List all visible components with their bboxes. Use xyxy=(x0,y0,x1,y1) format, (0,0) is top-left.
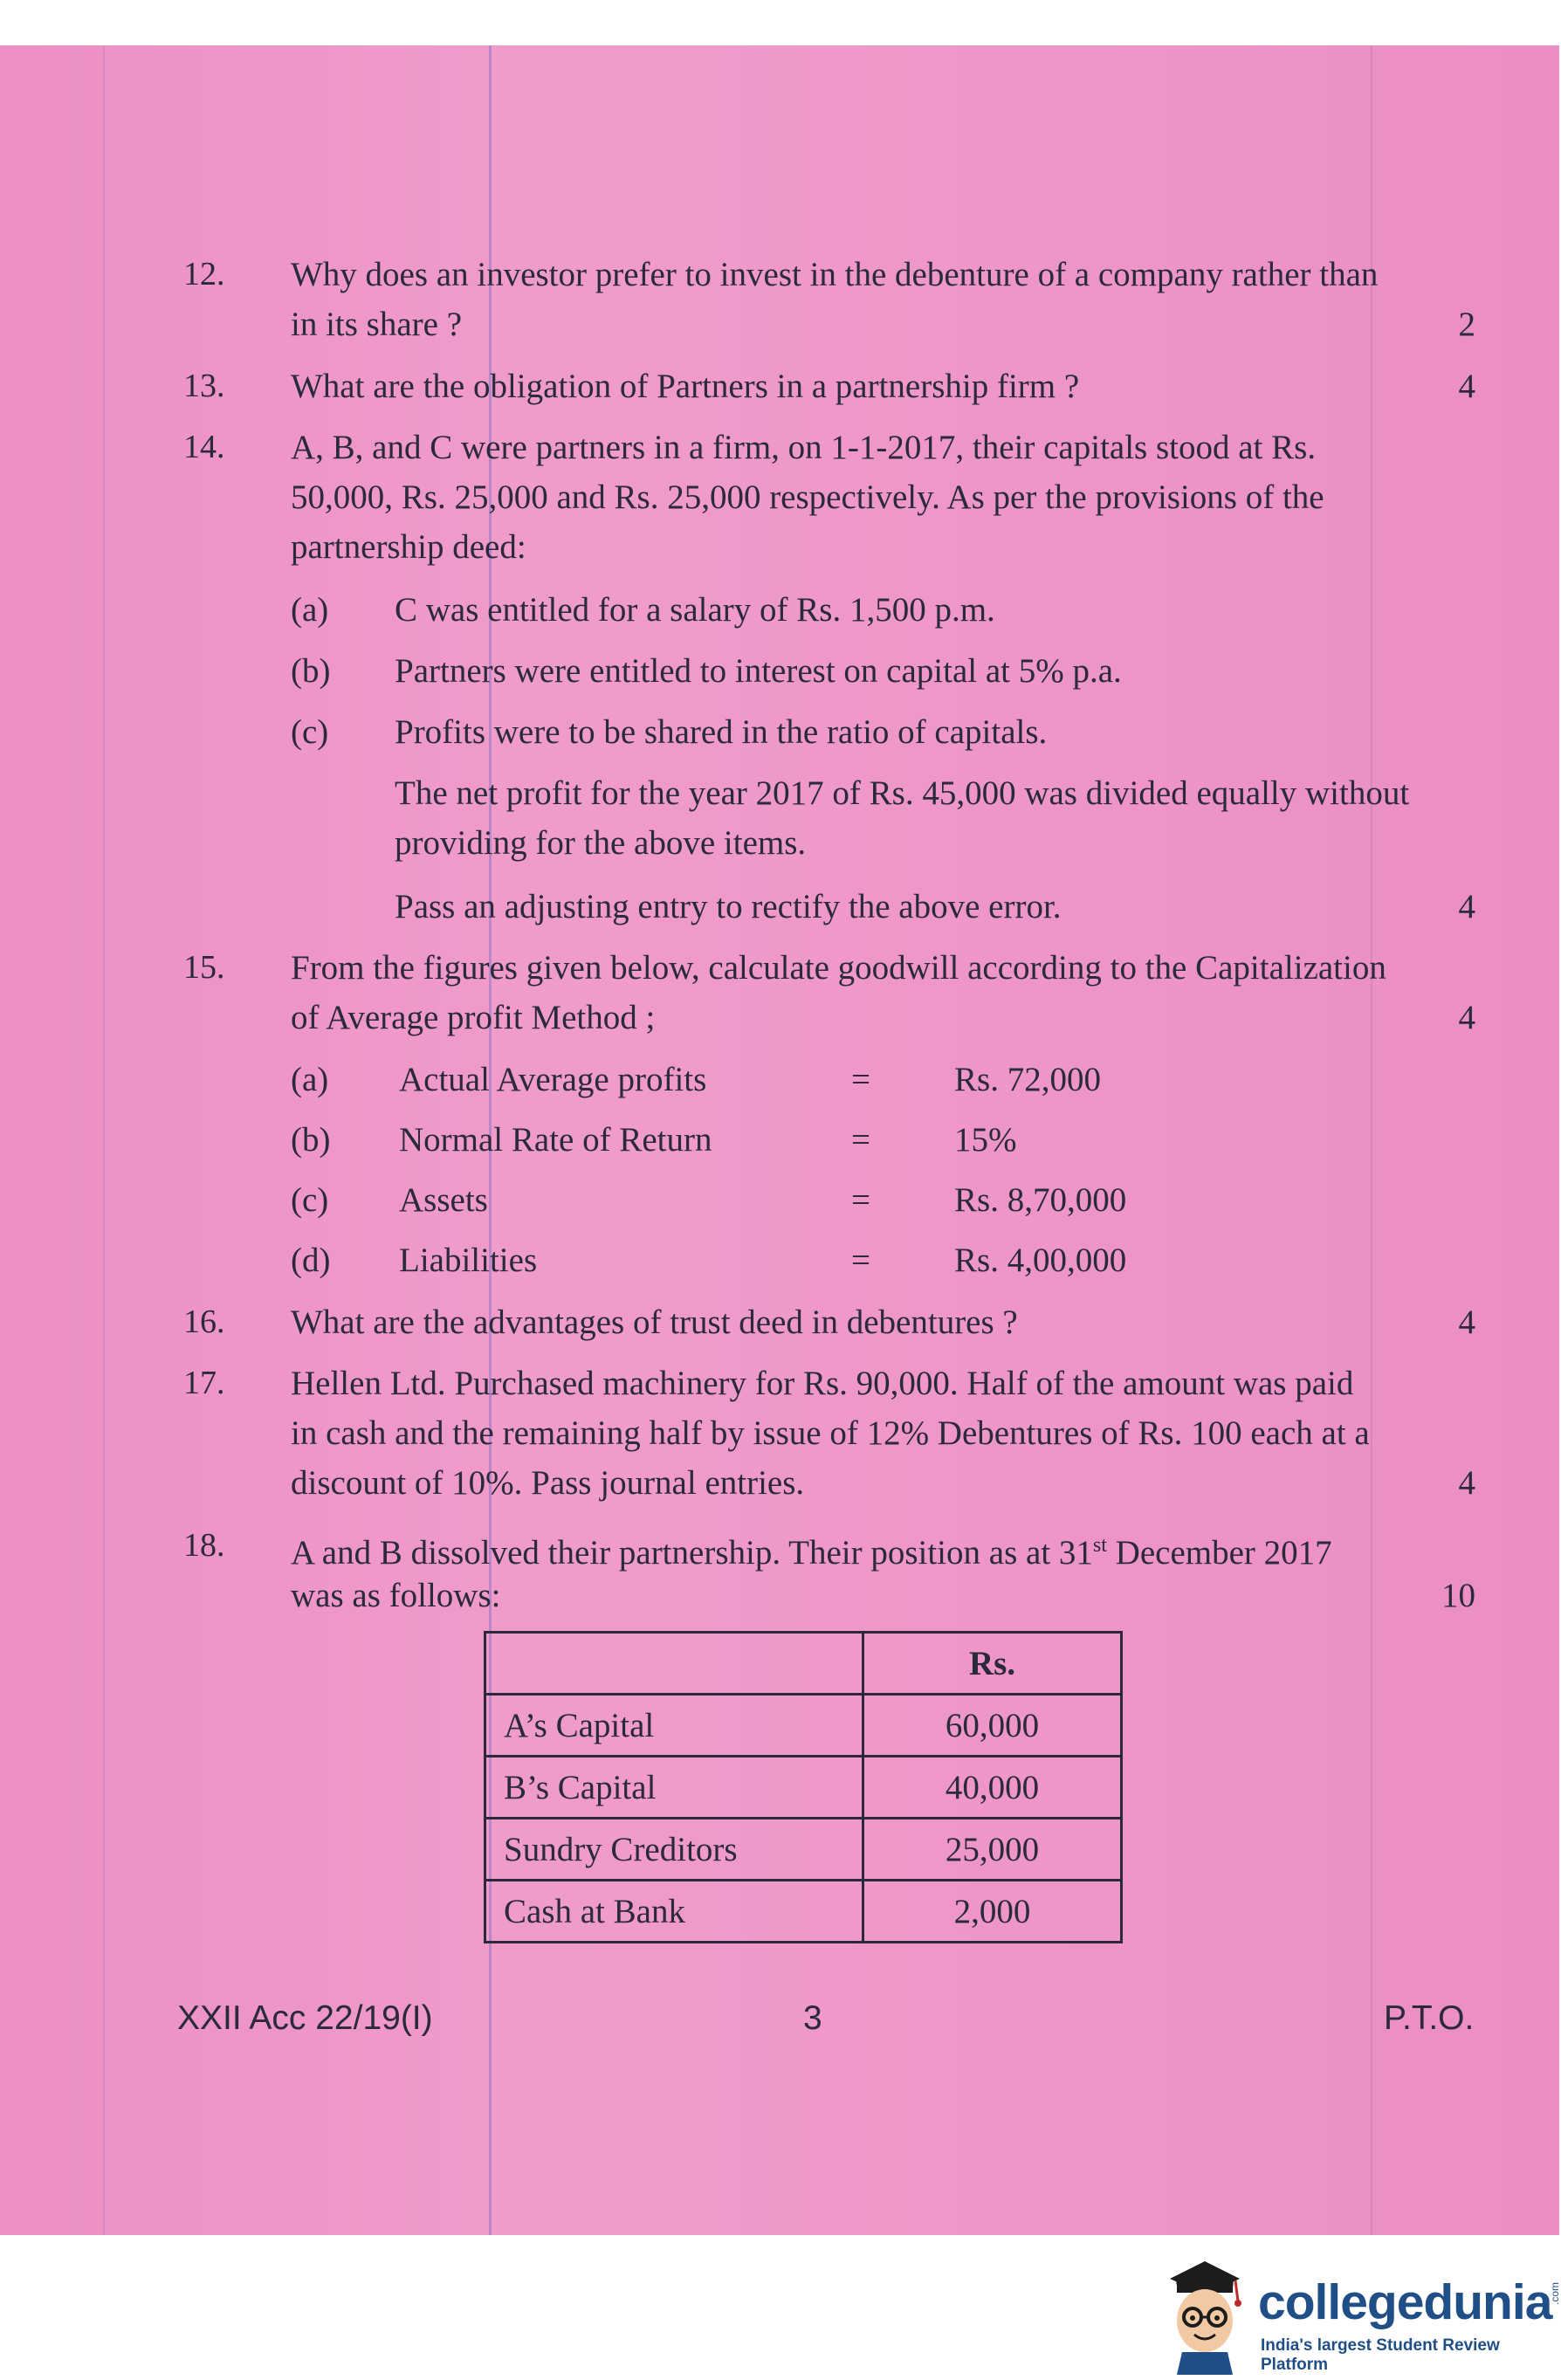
paper-margin-line xyxy=(103,45,105,2235)
note-text: providing for the above items. xyxy=(395,824,807,862)
logo-tagline: India's largest Student Review Platform xyxy=(1261,2336,1500,2374)
question-number: 16. xyxy=(183,1303,225,1340)
table-cell-item: B’s Capital xyxy=(485,1757,863,1819)
question-text: was as follows: xyxy=(291,1577,501,1614)
logo-name: collegedunia xyxy=(1258,2274,1552,2330)
sub-item-label: (c) xyxy=(291,1181,329,1219)
sub-item-text: Profits were to be shared in the ratio of capitals. xyxy=(395,713,1048,751)
question-marks: 4 xyxy=(1458,1464,1475,1502)
equals-sign: = xyxy=(851,1121,870,1159)
note-text: The net profit for the year 2017 of Rs. 45,000 was divided equally without xyxy=(395,774,1410,812)
table-cell-amount: 2,000 xyxy=(863,1881,1122,1943)
pto-label: P.T.O. xyxy=(1384,1999,1475,2037)
question-text: discount of 10%. Pass journal entries. xyxy=(291,1464,805,1502)
question-text: What are the obligation of Partners in a partnership firm ? xyxy=(291,368,1080,405)
question-number: 18. xyxy=(183,1527,225,1564)
goodwill-value: Rs. 8,70,000 xyxy=(954,1181,1127,1219)
question-number: 17. xyxy=(183,1365,225,1401)
question-text: in cash and the remaining half by issue of 12% Debentures of Rs. 100 each at a xyxy=(291,1414,1370,1452)
question-marks: 2 xyxy=(1458,306,1475,343)
goodwill-label: Liabilities xyxy=(399,1242,538,1279)
logo-suffix: .com xyxy=(1549,2281,1561,2306)
question-text: of Average profit Method ; xyxy=(291,999,656,1036)
instruction-text: Pass an adjusting entry to rectify the above error. xyxy=(395,888,1062,925)
question-text: Hellen Ltd. Purchased machinery for Rs. 90,000. Half of the amount was paid xyxy=(291,1365,1354,1402)
sub-item-label: (a) xyxy=(291,1061,329,1098)
question-number: 12. xyxy=(183,256,225,292)
table-cell-item: Cash at Bank xyxy=(485,1881,863,1943)
table-cell-amount: 40,000 xyxy=(863,1757,1122,1819)
collegedunia-logo[interactable] xyxy=(1152,2244,1559,2380)
question-text: 50,000, Rs. 25,000 and Rs. 25,000 respectively. As per the provisions of the xyxy=(291,478,1324,516)
page-number: 3 xyxy=(803,1999,822,2037)
question-number: 15. xyxy=(183,949,225,986)
goodwill-label: Normal Rate of Return xyxy=(399,1121,712,1159)
question-number: 14. xyxy=(183,429,225,465)
goodwill-value: Rs. 72,000 xyxy=(954,1061,1101,1098)
question-marks: 4 xyxy=(1458,888,1475,925)
table-header-cell: Rs. xyxy=(863,1633,1122,1695)
sub-item-text: C was entitled for a salary of Rs. 1,500 p.m. xyxy=(395,591,995,629)
sub-item-label: (b) xyxy=(291,1121,331,1159)
sub-item-label: (a) xyxy=(291,591,329,629)
sub-item-label: (c) xyxy=(291,713,329,751)
table-header-cell xyxy=(485,1633,863,1695)
question-text: From the figures given below, calculate goodwill according to the Capitalization xyxy=(291,949,1386,987)
question-marks: 4 xyxy=(1458,999,1475,1036)
question-text: What are the advantages of trust deed in debentures ? xyxy=(291,1303,1018,1341)
question-text: A, B, and C were partners in a firm, on 1-1-2017, their capitals stood at Rs. xyxy=(291,429,1317,466)
mascot-icon xyxy=(1152,2244,1257,2375)
question-text: in its share ? xyxy=(291,306,463,343)
table-cell-item: A’s Capital xyxy=(485,1695,863,1757)
sub-item-text: Partners were entitled to interest on capital at 5% p.a. xyxy=(395,652,1122,690)
question-text xyxy=(291,1521,1474,1578)
table-row xyxy=(485,1819,1122,1881)
question-text: partnership deed: xyxy=(291,528,526,566)
goodwill-value: Rs. 4,00,000 xyxy=(954,1242,1127,1279)
table-row xyxy=(485,1881,1122,1943)
equals-sign: = xyxy=(851,1181,870,1219)
goodwill-value: 15% xyxy=(954,1121,1017,1159)
paper-code: XXII Acc 22/19(I) xyxy=(177,1999,433,2037)
table-cell-amount: 60,000 xyxy=(863,1695,1122,1757)
equals-sign: = xyxy=(851,1061,870,1098)
equals-sign: = xyxy=(851,1242,870,1279)
question-text-part: A and B dissolved their partnership. Their position as at 31 xyxy=(291,1534,1093,1572)
table-row xyxy=(485,1695,1122,1757)
question-number: 13. xyxy=(183,368,225,404)
question-text-part: December 2017 xyxy=(1106,1534,1332,1572)
question-marks: 4 xyxy=(1458,368,1475,405)
goodwill-label: Assets xyxy=(399,1181,488,1219)
question-marks: 10 xyxy=(1441,1577,1475,1614)
question-text: Why does an investor prefer to invest in the debenture of a company rather than xyxy=(291,256,1379,293)
sub-item-label: (d) xyxy=(291,1242,331,1279)
table-cell-amount: 25,000 xyxy=(863,1819,1122,1881)
sub-item-label: (b) xyxy=(291,652,331,690)
table-cell-item: Sundry Creditors xyxy=(485,1819,863,1881)
balance-table xyxy=(484,1631,1123,1943)
table-header-row xyxy=(485,1633,1122,1695)
goodwill-label: Actual Average profits xyxy=(399,1061,707,1098)
table-row xyxy=(485,1757,1122,1819)
question-marks: 4 xyxy=(1458,1303,1475,1341)
superscript: st xyxy=(1092,1534,1107,1557)
